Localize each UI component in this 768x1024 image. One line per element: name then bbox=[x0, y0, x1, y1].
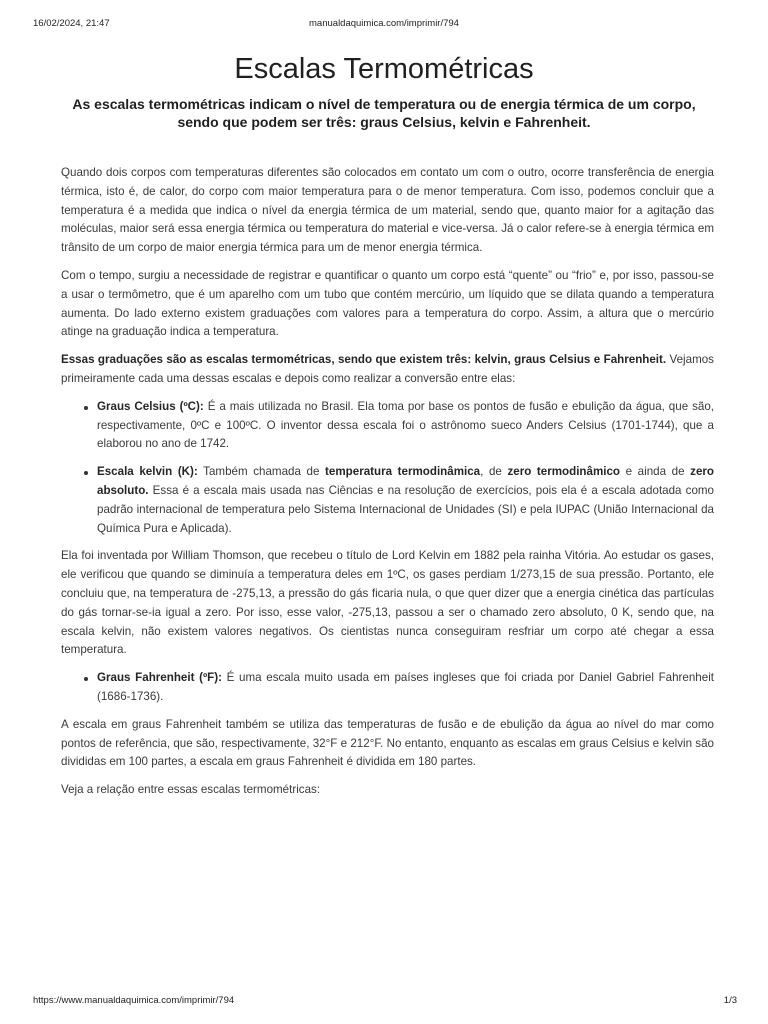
paragraph-scales-intro bbox=[61, 351, 714, 389]
fahrenheit-label: Graus Fahrenheit (ºF): bbox=[97, 671, 222, 685]
kelvin-bold-2: zero termodinâmico bbox=[507, 465, 621, 479]
celsius-text: É a mais utilizada no Brasil. Ela toma por base os pontos de fusão e ebulição da água, que são, respectivamente, 0ºC e 100ºC. O inventor dessa escala foi o astrônomo sueco Anders Celsius (1701-1744), que a elaborou no ano de 1742. bbox=[97, 399, 714, 451]
article-body bbox=[61, 164, 714, 809]
page-number: 1/3 bbox=[723, 995, 737, 1006]
scales-intro-bold: Essas graduações são as escalas termométricas, sendo que existem três: kelvin, graus Celsius e Fahrenheit. bbox=[61, 353, 667, 367]
list-item-celsius bbox=[61, 398, 714, 454]
paragraph-thermometer: Com o tempo, surgiu a necessidade de registrar e quantificar o quanto um corpo está “quente” ou “frio” e, por isso, passou-se a usar o termômetro, que é um aparelho com um tubo que contém mercúrio, um líquido que se dilata quando a temperatura aumenta. Do lado externo existem graduações com valores para a temperatura do corpo. Assim, a altura que o mercúrio atinge na graduação indica a temperatura. bbox=[61, 268, 714, 339]
scales-list-continued bbox=[61, 669, 714, 707]
paragraph-intro: Quando dois corpos com temperaturas diferentes são colocados em contato um com o outro, ocorre transferência de energia térmica, isto é, de calor, do corpo com maior temperatura para o de menor temperatura. Com isso, podemos concluir que a temperatura é a medida que indica o nível da energia térmica de um material, sendo que, quanto maior for a agitação das moléculas, maior será essa energia térmica ou temperatura do material e vice-versa. Já o calor refere-se à energia térmica em trânsito de um corpo de maior energia térmica para um de menor energia térmica. bbox=[61, 166, 714, 255]
article-title: Escalas Termométricas bbox=[234, 53, 534, 85]
list-item-kelvin bbox=[61, 463, 714, 538]
kelvin-text-3: e ainda de bbox=[620, 465, 691, 479]
footer-url: https://www.manualdaquimica.com/imprimir/794 bbox=[33, 995, 235, 1006]
kelvin-text-1: Também chamada de bbox=[197, 465, 326, 479]
kelvin-label: Escala kelvin (K): bbox=[97, 465, 198, 479]
scales-list bbox=[61, 398, 714, 539]
kelvin-history-paragraph: Ela foi inventada por William Thomson, que recebeu o título de Lord Kelvin em 1882 pela rainha Vitória. Ao estudar os gases, ele verificou que quando se diminuía a temperatura deles em 1ºC, os gases perdiam 1/273,15 de sua pressão. Portanto, ele concluiu que, na temperatura de -275,13, a pressão do gás ficaria nula, o que quer dizer que a energia cinética das partículas do gás tornar-se-ia igual a zero. Por isso, esse valor, -275,13, passou a ser o chamado zero absoluto, 0 K, sendo que, na escala kelvin, não existem valores negativos. Os cientistas nunca conseguiram resfriar um corpo até chegar a essa temperatura. bbox=[61, 549, 714, 657]
scales-intro-rest: Vejamos primeiramente cada uma dessas escalas e depois como realizar a conversão entre elas: bbox=[61, 353, 714, 385]
fahrenheit-detail-paragraph: A escala em graus Fahrenheit também se utiliza das temperaturas de fusão e de ebulição da água ao nível do mar como pontos de referência, que são, respectivamente, 32°F e 212°F. No entanto, enquanto as escalas em graus Celsius e kelvin são divididas em 100 partes, a escala em graus Fahrenheit é dividida em 180 partes. bbox=[61, 717, 714, 769]
kelvin-bold-1: temperatura termodinâmica bbox=[325, 465, 481, 479]
celsius-label: Graus Celsius (ºC): bbox=[97, 399, 204, 413]
kelvin-text-2: , de bbox=[480, 465, 508, 479]
kelvin-text-4: Essa é a escala mais usada nas Ciências e na resolução de exercícios, pois ela é a escala adotada como padrão internacional de temperatura pelo Sistema Internacional de Unidades (SI) e pela IUPAC (União Internacional da Química Pura e Aplicada). bbox=[97, 483, 714, 535]
kelvin-bold-3: zero absoluto. bbox=[97, 465, 714, 497]
fahrenheit-text: É uma escala muito usada em países ingleses que foi criada por Daniel Gabriel Fahrenheit (1686-1736). bbox=[97, 671, 714, 703]
article-subtitle: As escalas termométricas indicam o nível de temperatura ou de energia térmica de um corpo, sendo que podem ser três: graus Celsius, kelvin e Fahrenheit. bbox=[72, 96, 696, 130]
print-datetime: 16/02/2024, 21:47 bbox=[33, 18, 110, 29]
closing-paragraph: Veja a relação entre essas escalas termométricas: bbox=[61, 783, 321, 797]
list-item-fahrenheit bbox=[61, 669, 714, 707]
print-url: manualdaquimica.com/imprimir/794 bbox=[309, 18, 459, 29]
